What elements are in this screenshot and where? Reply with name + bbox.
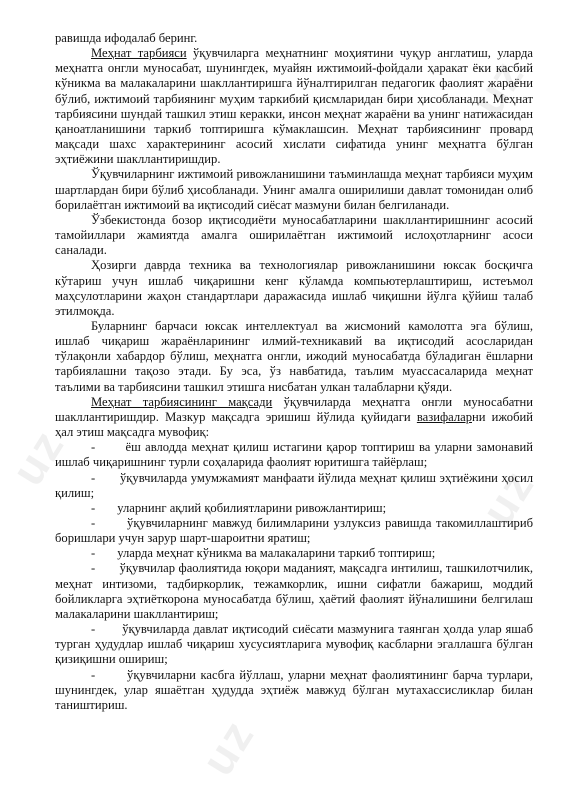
list-item bbox=[55, 622, 533, 667]
dash-marker: - bbox=[91, 622, 96, 637]
paragraph-market-economy: Ўзбекистонда бозор иқтисодиёти муносабатларини шакллантиришнинг асосий тамойиллари жамиятда амалга оширилаётган ижтимоий ислоҳотларнинг асоси саналади. bbox=[55, 212, 533, 258]
watermark: uz bbox=[470, 459, 545, 535]
list-item bbox=[55, 668, 533, 713]
list-item bbox=[55, 516, 533, 546]
dash-marker: - bbox=[91, 561, 96, 576]
dash-marker: - bbox=[91, 440, 96, 455]
paragraph-social-development: Ўқувчиларнинг ижтимоий ривожланишини таъминлашда меҳнат тарбияси муҳим шартлардан бири бўлиб ҳисобланади. Унинг амалга оширилиши давлат томонидан олиб борилаётган ижтимоий ва иқтисодий сиёсат мазмуни билан белгиланади. bbox=[55, 167, 533, 212]
document-page bbox=[55, 31, 533, 713]
list-item-text: ўқувчиларда умумжамият манфаати йўлида меҳнат қилиш эҳтиёжини ҳосил қилиш; bbox=[55, 470, 533, 500]
dash-marker: - bbox=[91, 500, 96, 515]
watermark: uz bbox=[0, 419, 75, 495]
list-item bbox=[55, 561, 533, 622]
paragraph-labor-education bbox=[55, 46, 533, 167]
list-item bbox=[55, 501, 533, 516]
dash-marker: - bbox=[91, 546, 96, 561]
list-item bbox=[55, 440, 533, 470]
list-item-text: ўқувчиларда давлат иқтисодий сиёсати мазмунига таянган ҳолда улар яшаб турган ҳудудлар ишлаб чиқариш хусусиятларига мувофиқ касбларни эгаллашга бўлган қизиқишни ошириш; bbox=[55, 622, 534, 667]
list-item bbox=[55, 546, 533, 561]
paragraph-intro: равишда ифодалаб беринг. bbox=[55, 31, 198, 45]
watermark: uz bbox=[460, 49, 535, 125]
list-item-text: уларда меҳнат кўникма ва малакаларини таркиб топтириш; bbox=[117, 546, 436, 561]
term-labor-education: Меҳнат тарбияси bbox=[91, 46, 187, 61]
paragraph-text: ўқувчиларда меҳнатга онгли муносабатни шакллантиришдир. Мазкур мақсадга эришиш йўлида қуйидаги bbox=[55, 394, 533, 424]
paragraph-goal bbox=[55, 395, 533, 440]
dash-marker: - bbox=[91, 516, 96, 530]
paragraph-text: ни ижобий ҳал этиш мақсадга мувофиқ: bbox=[55, 409, 533, 440]
list-item-text: ёш авлодда меҳнат қилиш истагини қарор топтириш ва уларни замонавий ишлаб чиқаришнинг турли соҳаларида фаолият юритишга тайёрлаш; bbox=[55, 440, 533, 470]
paragraph-text: ўқувчиларга меҳнатнинг моҳиятини чуқур англатиш, уларда меҳнатга онгли муносабат, шунингдек, муайян ижтимоий-фойдали ҳаракат ёки касбий кўникма ва малакаларини шакллантиришга йўналтирилган педагогик фаолият жараёни бўлиб, ижтимоий тарбиянинг муҳим таркибий қисмларидан бири ҳисобланади. Меҳнат тарбиясини шундай ташкил этиш керакки, инсон меҳнат жараёни ва унинг натижасидан қаноатланишини таркиб топтиришга кўмаклашсин. Меҳнат тарбиясининг провард мақсади шахс характерининг асосий хислати сифатида унинг меҳнатга бўлган эҳтиёжини шакллантиришдир. bbox=[55, 46, 534, 167]
term-tasks: вазифалар bbox=[416, 409, 472, 424]
term-goal: Меҳнат тарбиясининг мақсади bbox=[91, 394, 273, 409]
list-item bbox=[55, 471, 533, 501]
dash-marker: - bbox=[91, 470, 96, 485]
list-item-text: ўқувчиларнинг мавжуд билимларини узлуксиз равишда такомиллаштириб боришлари учун зарур шарт-шароитни яратиш; bbox=[55, 516, 534, 546]
paragraph-technology: Ҳозирги даврда техника ва технологиялар ривожланишини юксак босқичга кўтариш учун ишлаб чиқаришни кенг кўламда компьютерлаштириш, истеъмол маҳсулотларини жаҳон стандартлари даражасида ишлаб чиқишни йўлга қўйиш талаб этилмоқда. bbox=[55, 258, 533, 318]
dash-marker: - bbox=[91, 667, 96, 682]
watermark: uz bbox=[190, 709, 265, 785]
list-item-text: ўқувчиларни касбга йўллаш, уларни меҳнат фаолиятининг барча турлари, шунингдек, улар яшаётган ҳудудда эҳтиёж мавжуд бўлган мутахассисликлар билан таништириш. bbox=[55, 667, 533, 712]
list-item-text: ўқувчилар фаолиятида юқори маданият, мақсадга интилиш, ташкилотчилик, меҳнат интизоми, тадбиркорлик, тежамкорлик, ишни сифатли бажариш, моддий бойликларга эҳтиёткорона муносабатда бўлиш, ҳаётий фаолият йўналишини белгилаш малакаларини шакллантириш; bbox=[55, 561, 533, 621]
paragraph-requirements: Буларнинг барчаси юксак интеллектуал ва жисмоний камолотга эга бўлиш, ишлаб чиқариш жараёнларининг илмий-техникавий ва иқтисодий асосларидан тўлақонли хабардор бўлиш, меҳнатга онгли, ижодий муносабатда бўладиган ёшларни тарбиялашни тақозо этади. Бу эса, ўз навбатида, таълим муассасаларида меҳнат таълими ва тарбиясини ташкил этишга нисбатан улкан талабларни қўяди. bbox=[55, 318, 533, 394]
list-item-text: уларнинг ақлий қобилиятларини ривожлантириш; bbox=[117, 500, 387, 515]
